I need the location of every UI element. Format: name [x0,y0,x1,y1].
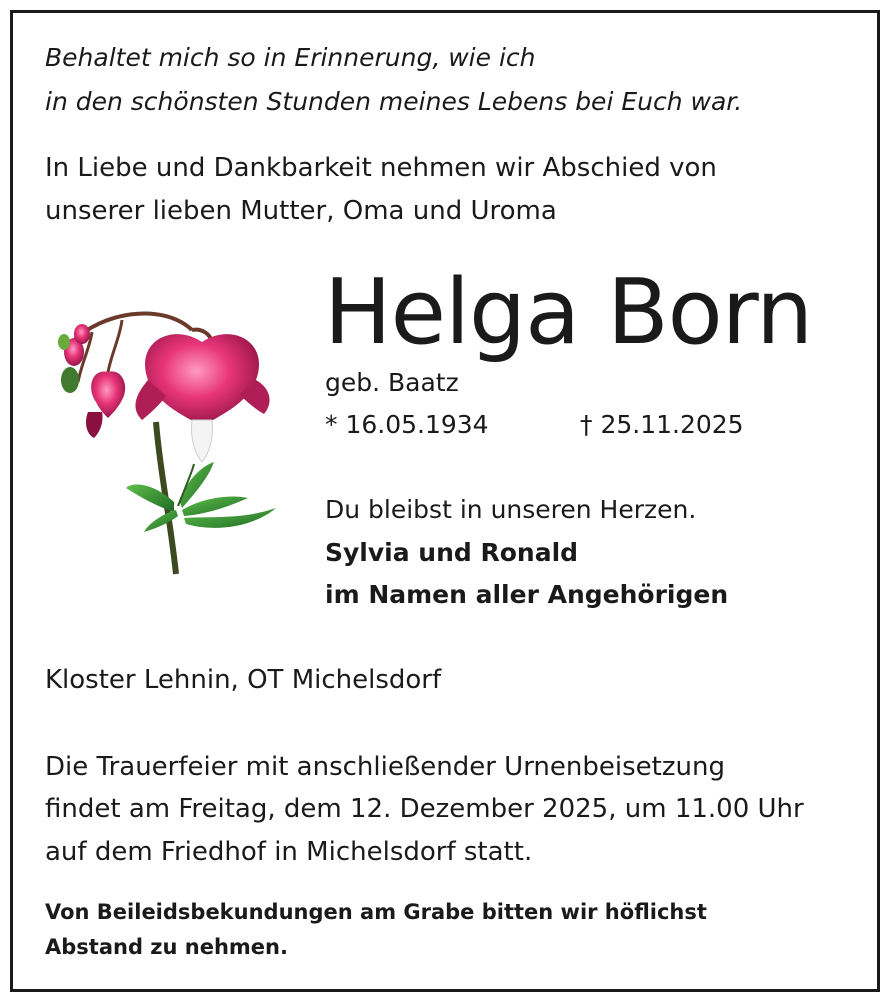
notice-line-1: Von Beileidsbekundungen am Grabe bitten wir höflichst [45,900,707,924]
bleeding-heart-flower-icon [52,302,284,578]
ceremony-line-1: Die Trauerfeier mit anschließender Urnenbeisetzung [45,752,725,782]
birth-name: geb. Baatz [325,368,459,397]
location: Kloster Lehnin, OT Michelsdorf [45,665,442,695]
birth-date: * 16.05.1934 [325,410,489,439]
farewell-message: Du bleibst in unseren Herzen. [325,495,697,524]
quote-line-2: in den schönsten Stunden meines Lebens bei Euch war. [45,87,743,116]
ceremony-line-3: auf dem Friedhof in Michelsdorf statt. [45,837,533,867]
intro-line-2: unserer lieben Mutter, Oma und Uroma [45,196,557,226]
ceremony-line-2: findet am Freitag, dem 12. Dezember 2025, um 11.00 Uhr [45,794,804,824]
on-behalf: im Namen aller Angehörigen [325,580,729,609]
notice-line-2: Abstand zu nehmen. [45,935,288,959]
quote-line-1: Behaltet mich so in Erinnerung, wie ich [45,43,536,72]
intro-line-1: In Liebe und Dankbarkeit nehmen wir Abschied von [45,153,717,183]
deceased-name: Helga Born [324,260,813,365]
signed-by: Sylvia und Ronald [325,538,579,567]
death-date: † 25.11.2025 [580,410,744,439]
